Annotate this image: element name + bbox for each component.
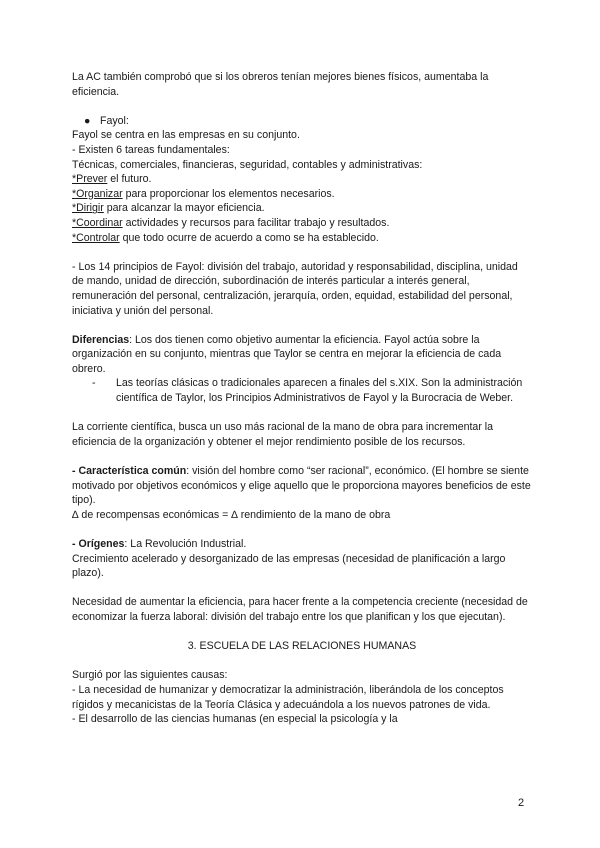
funcion-term: *Dirigir (72, 202, 104, 215)
funcion-prever: *Prever el futuro. (72, 173, 152, 186)
causa-2: - El desarrollo de las ciencias humanas (en especial la psicología y la (72, 713, 398, 726)
caracteristica-label: Característica común (78, 465, 187, 478)
corriente-cientifica: La corriente científica, busca un uso más racional de la mano de obra para incrementar la eficiencia de la organización y obtener el mejor rendimiento posible de los recursos. (72, 421, 494, 448)
funcion-coordinar: *Coordinar actividades y recursos para facilitar trabajo y resultados. (72, 216, 390, 229)
funcion-organizar: *Organizar para proporcionar los elementos necesarios. (72, 187, 335, 200)
dash-bullet: - (92, 377, 96, 390)
funcion-term: *Coordinar (72, 216, 123, 229)
tareas-intro: - Existen 6 tareas fundamentales: (72, 143, 230, 156)
page-number: 2 (518, 797, 525, 809)
fayol-bullet (84, 114, 532, 129)
funcion-term: *Organizar (72, 187, 123, 200)
funcion-controlar: *Controlar que todo ocurre de acuerdo a como se ha establecido. (72, 231, 379, 244)
principios-fayol: - Los 14 principios de Fayol: división del trabajo, autoridad y responsabilidad, disciplina, unidad de mando, unidad de dirección, subordinación de interés particular a interés general, remuneración del personal, centralización, jerarquía, orden, equidad, estabilidad del personal, iniciativa y unión del personal. (72, 260, 518, 317)
para-ac: La AC también comprobó que si los obreros tenían mejores bienes físicos, aumentaba la eficiencia. (72, 71, 489, 98)
fayol-heading: Fayol: (100, 114, 129, 127)
funcion-term: *Prever (72, 173, 108, 186)
diferencias-para: Diferencias: Los dos tienen como objetivo aumentar la eficiencia. Fayol actúa sobre la organización en su conjunto, mientras que Taylor se centra en mejorar la eficiencia de cada obrero. (72, 333, 502, 375)
tareas-list: Técnicas, comerciales, financieras, seguridad, contables y administrativas: (72, 158, 423, 171)
section-title: 3. ESCUELA DE LAS RELACIONES HUMANAS (187, 640, 417, 653)
funcion-dirigir: *Dirigir para alcanzar la mayor eficiencia. (72, 202, 265, 215)
origenes-para: - Orígenes: La Revolución Industrial. (72, 538, 247, 550)
fayol-intro: Fayol se centra en las empresas en su conjunto. (72, 129, 300, 142)
causas-intro: Surgió por las siguientes causas: (72, 669, 228, 682)
funcion-term: *Controlar (72, 231, 120, 244)
formula-line: ∆ de recompensas económicas = ∆ rendimiento de la mano de obra (72, 508, 391, 521)
origenes-label: Orígenes (78, 538, 125, 550)
necesidad-para: Necesidad de aumentar la eficiencia, para hacer frente a la competencia creciente (necesidad de economizar la fuerza laboral: división del trabajo entre los que planifican y los que ejecutan). (72, 596, 528, 623)
caracteristica-para: - Característica común: visión del hombre como “ser racional”, económico. (El hombre se siente motivado por objetivos económicos y elige aquello que le proporciona mayores beneficios de este tipo). (72, 465, 531, 507)
diferencias-sublist (92, 376, 532, 405)
document-page (72, 70, 532, 727)
teorias-clasicas: Las teorías clásicas o tradicionales aparecen a finales del s.XIX. Son la administración científica de Taylor, los Principios Administrativos de Fayol y la Burocracia de Weber. (116, 377, 523, 405)
bullet-icon: ● (84, 114, 91, 127)
causa-1: - La necesidad de humanizar y democratizar la administración, liberándola de los conceptos rígidos y mecanicistas de la Teoría Clásica y adecuándola a los nuevos patrones de vida. (72, 683, 504, 711)
diferencias-label: Diferencias (72, 333, 130, 346)
origenes-detail: Crecimiento acelerado y desorganizado de las empresas (necesidad de planificación a largo plazo). (72, 552, 506, 580)
